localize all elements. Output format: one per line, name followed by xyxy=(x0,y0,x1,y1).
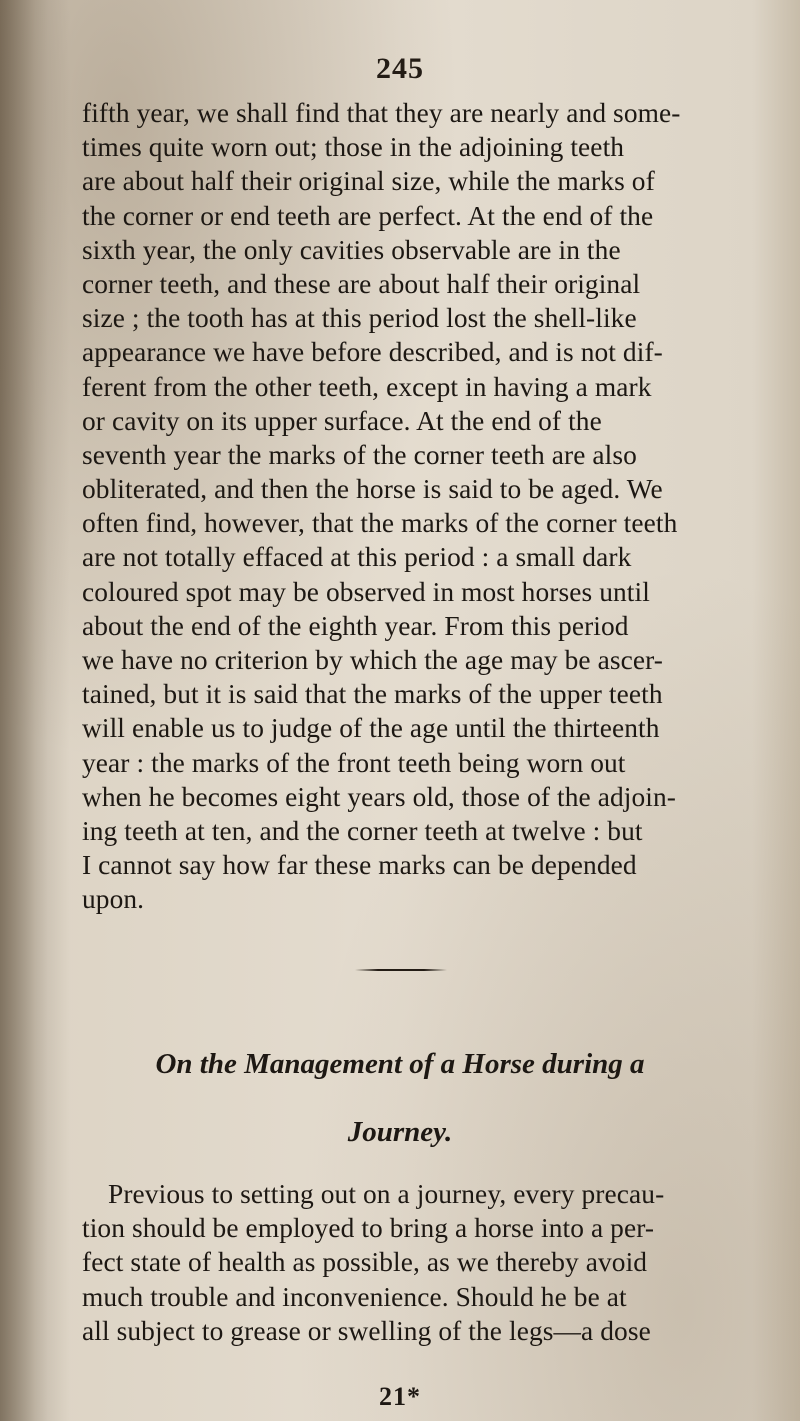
text-line: we have no criterion by which the age may be ascer- xyxy=(82,645,664,675)
text-line: coloured spot may be observed in most horses until xyxy=(82,576,650,607)
text-line: when he becomes eight years old, those of the adjoin- xyxy=(82,781,677,812)
section-divider xyxy=(355,969,447,971)
text-line: tion should be employed to bring a horse into a per- xyxy=(82,1213,655,1244)
text-line: will enable us to judge of the age until the thirteenth xyxy=(82,713,660,744)
text-line: often find, however, that the marks of the corner teeth xyxy=(82,508,678,539)
text-line: tained, but it is said that the marks of the upper teeth xyxy=(82,679,663,710)
text-line: the corner or end teeth are perfect. At the end of the xyxy=(82,200,654,231)
paragraph-teeth-age xyxy=(82,96,762,917)
text-line: are not totally effaced at this period : a small dark xyxy=(82,542,632,573)
paragraph-journey xyxy=(82,1177,762,1348)
text-line: ing teeth at ten, and the corner teeth at twelve : but xyxy=(82,815,643,846)
text-line: obliterated, and then the horse is said to be aged. We xyxy=(82,474,663,505)
section-heading: On the Management of a Horse during a xyxy=(155,1048,645,1080)
page-number: 245 xyxy=(376,52,424,85)
text-line: size ; the tooth has at this period lost the shell-like xyxy=(82,303,637,334)
text-line: ferent from the other teeth, except in having a mark xyxy=(82,371,652,402)
text-line: seventh year the marks of the corner teeth are also xyxy=(82,439,637,470)
spine-shadow xyxy=(0,0,70,1421)
text-line: or cavity on its upper surface. At the end of the xyxy=(82,405,602,436)
text-line: fifth year, we shall find that they are nearly and some- xyxy=(82,98,681,128)
text-line: are about half their original size, while the marks of xyxy=(82,166,655,197)
text-line: much trouble and inconvenience. Should he be at xyxy=(82,1281,627,1312)
text-line: I cannot say how far these marks can be depended xyxy=(82,850,637,881)
text-line: fect state of health as possible, as we thereby avoid xyxy=(82,1247,648,1278)
text-line: appearance we have before described, and is not dif- xyxy=(82,337,663,368)
section-heading-continued: Journey. xyxy=(347,1116,453,1148)
text-line: year : the marks of the front teeth being worn out xyxy=(82,747,626,778)
text-line: corner teeth, and these are about half their original xyxy=(82,268,641,299)
text-line: about the end of the eighth year. From this period xyxy=(82,610,629,641)
text-line: Previous to setting out on a journey, every precau- xyxy=(108,1179,665,1209)
signature-mark: 21* xyxy=(379,1382,421,1411)
text-line: sixth year, the only cavities observable are in the xyxy=(82,234,621,265)
text-line: times quite worn out; those in the adjoining teeth xyxy=(82,132,625,163)
text-line: all subject to grease or swelling of the legs—a dose xyxy=(82,1315,651,1346)
text-line: upon. xyxy=(82,884,145,915)
